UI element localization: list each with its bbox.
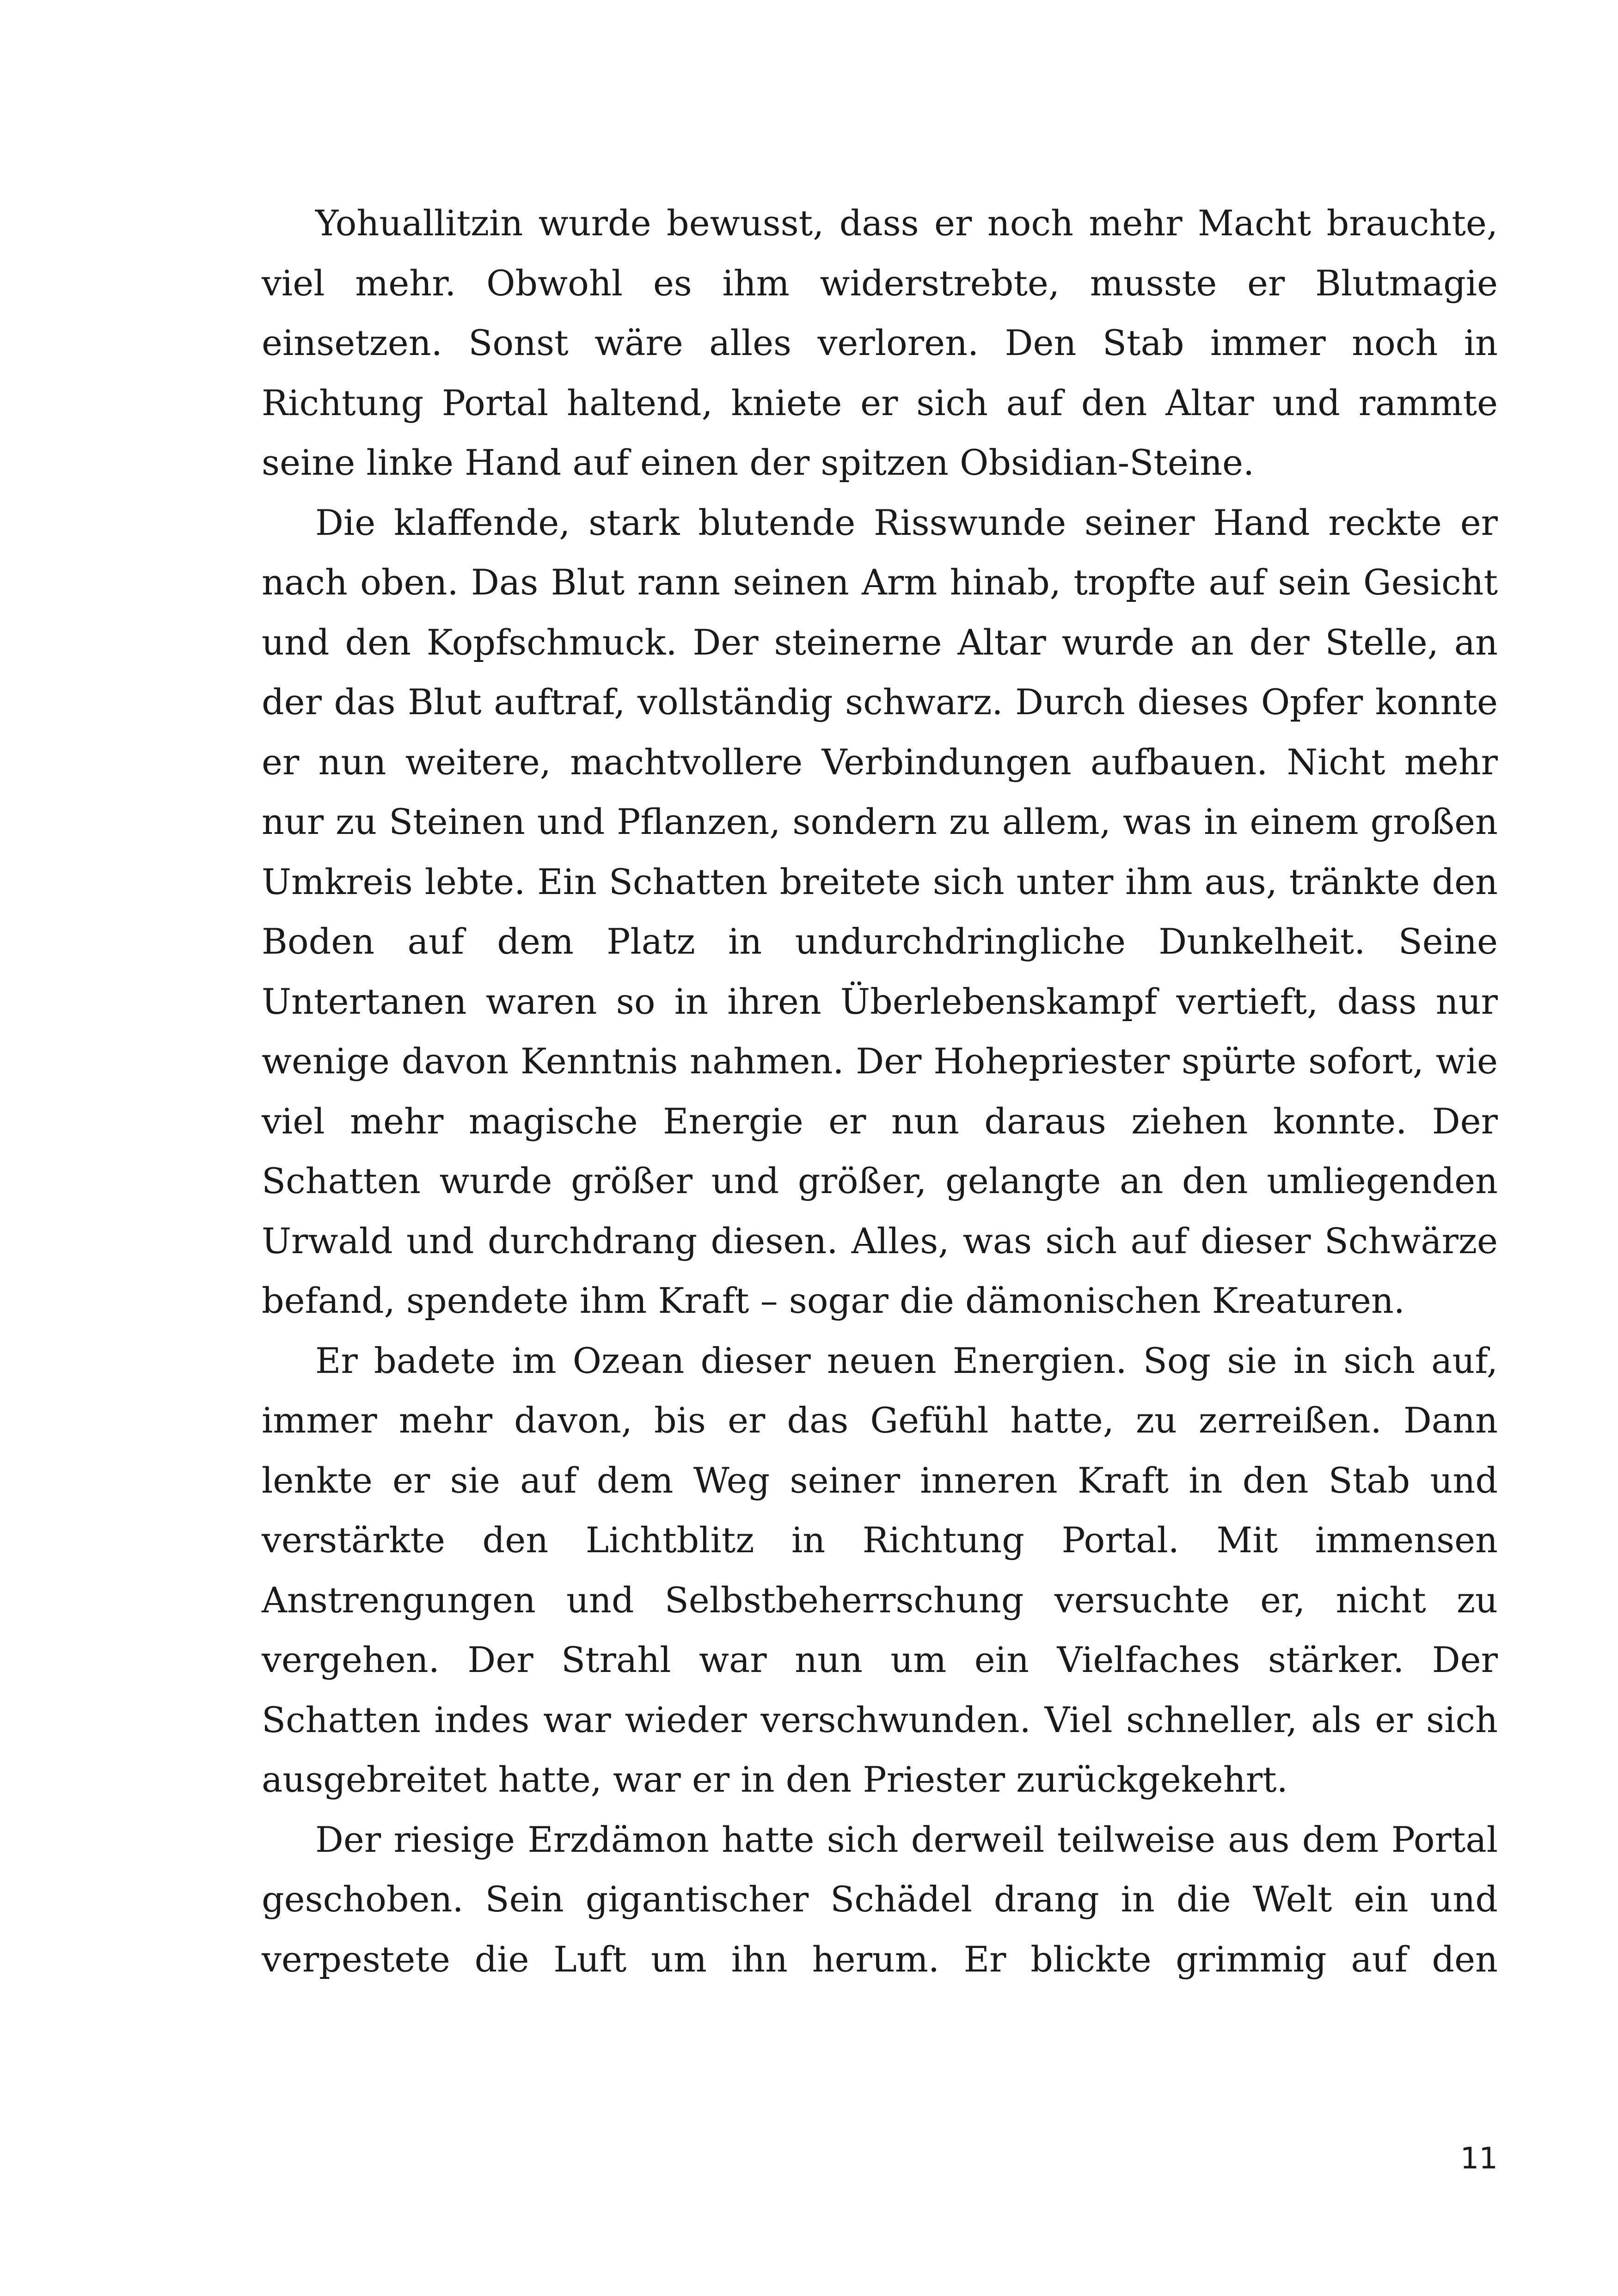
paragraph-3: Er badete im Ozean dieser neuen Energien. Sog sie in sich auf, immer mehr davon, bis er das Gefühl hatte, zu zerreißen. Dann lenkte er sie auf dem Weg seiner inneren Kraft in den Stab und verstärkte den Lichtblitz in Richtung Portal. Mit immensen Anstrengungen und Selbstbeherrschung versuchte er, nicht zu vergehen. Der Strahl war nun um ein Vielfaches stärker. Der Schatten indes war wieder verschwunden. Viel schneller, als er sich ausgebreitet hatte, war er in den Priester zurückgekehrt. — [262, 1340, 1498, 1800]
paragraph-2: Die klaffende, stark blutende Risswunde seiner Hand reckte er nach oben. Das Blut rann seinen Arm hinab, tropfte auf sein Gesicht und den Kopfschmuck. Der steinerne Altar wurde an der Stelle, an der das Blut auftraf, vollständig schwarz. Durch dieses Opfer konnte er nun weitere, machtvollere Verbindungen aufbauen. Nicht mehr nur zu Steinen und Pflanzen, sondern zu allem, was in einem großen Umkreis lebte. Ein Schatten breitete sich unter ihm aus, tränkte den Boden auf dem Platz in undurchdringliche Dunkelheit. Seine Untertanen waren so in ihren Überlebenskampf vertieft, dass nur wenige davon Kenntnis nahmen. Der Hohepriester spürte sofort, wie viel mehr magische Energie er nun daraus ziehen konnte. Der Schatten wurde größer und größer, gelangte an den umliegenden Urwald und durchdrang diesen. Alles, was sich auf dieser Schwärze befand, spendete ihm Kraft – sogar die dämonischen Kreaturen. — [262, 502, 1498, 1321]
page-number: 11 — [1460, 2142, 1498, 2176]
paragraph-4: Der riesige Erzdämon hatte sich derweil teilweise aus dem Portal geschoben. Sein gigantischer Schädel drang in die Welt ein und verpestete die Luft um ihn herum. Er blickte grimmig auf den — [262, 1818, 1498, 1980]
paragraph-1: Yohuallitzin wurde bewusst, dass er noch mehr Macht brauchte, viel mehr. Obwohl es ihm widerstrebte, musste er Blutmagie einsetzen. Sonst wäre alles verloren. Den Stab immer noch in Richtung Portal haltend, kniete er sich auf den Altar und rammte seine linke Hand auf einen der spitzen Obsidian-Steine. — [262, 202, 1498, 483]
body-text — [262, 193, 1498, 1989]
